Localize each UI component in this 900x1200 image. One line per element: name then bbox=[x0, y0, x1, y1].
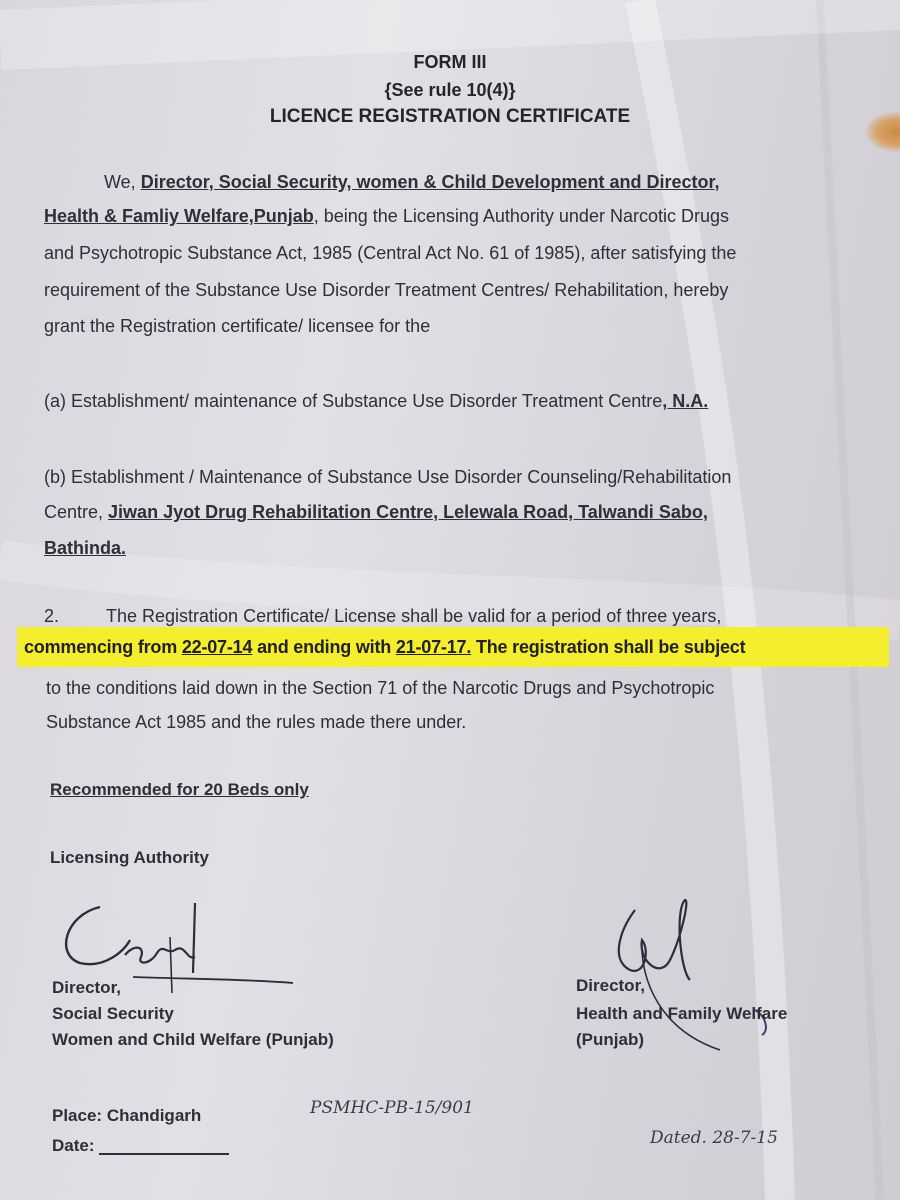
place-row: Place: Chandigarh bbox=[52, 1106, 202, 1125]
right-signatory-state: (Punjab) bbox=[576, 1030, 644, 1049]
licensing-authority-label: Licensing Authority bbox=[50, 848, 209, 867]
recommendation: Recommended for 20 Beds only bbox=[50, 780, 309, 799]
left-signatory-dept: Social Security bbox=[52, 1004, 174, 1023]
item-b-line1: (b) Establishment / Maintenance of Substance Use Disorder Counseling/Rehabilitation bbox=[44, 467, 732, 487]
validity-highlighted-line: commencing from 22-07-14 and ending with 21-07-17. The registration shall be subject bbox=[24, 637, 746, 657]
right-signatory-dept: Health and Family Welfare bbox=[576, 1004, 788, 1023]
validity-line3: to the conditions laid down in the Section 71 of the Narcotic Drugs and Psychotropic bbox=[46, 678, 715, 698]
certificate-title: LICENCE REGISTRATION CERTIFICATE bbox=[269, 106, 631, 127]
right-signatory-title: Director, bbox=[576, 976, 645, 995]
handwritten-dated: Dated. 28-7-15 bbox=[650, 1128, 778, 1148]
item-a: (a) Establishment/ maintenance of Substance Use Disorder Treatment Centre, N.A. bbox=[44, 391, 709, 411]
intro-line2: Health & Famliy Welfare,Punjab, being the Licensing Authority under Narcotic Drugs bbox=[44, 206, 729, 226]
place-value: Chandigarh bbox=[106, 1106, 202, 1125]
item-b-line2: Centre, Jiwan Jyot Drug Rehabilitation Centre, Lelewala Road, Talwandi Sabo, bbox=[44, 502, 708, 522]
centre-name: Jiwan Jyot Drug Rehabilitation Centre, Lelewala Road, Talwandi Sabo, bbox=[108, 502, 708, 522]
form-number: FORM III bbox=[413, 52, 487, 72]
end-date: 21-07-17. bbox=[395, 637, 472, 657]
handwritten-reference: PSMHC-PB-15/901 bbox=[310, 1098, 474, 1118]
centre-city: Bathinda. bbox=[44, 538, 127, 558]
item-a-value: , N.A. bbox=[662, 391, 709, 411]
item-b-line3 bbox=[44, 538, 126, 559]
intro-line4: requirement of the Substance Use Disorder Treatment Centres/ Rehabilitation, hereby bbox=[44, 280, 729, 300]
validity-number: 2. bbox=[44, 606, 60, 626]
left-signatory-state: Women and Child Welfare (Punjab) bbox=[52, 1030, 334, 1049]
authority-names: Director, Social Security, women & Child Development and Director, bbox=[140, 172, 720, 192]
authority-state: Health & Famliy Welfare,Punjab bbox=[44, 206, 314, 226]
date-blank-line bbox=[99, 1153, 229, 1155]
validity-line4: Substance Act 1985 and the rules made there under. bbox=[46, 712, 467, 732]
validity-line1: The Registration Certificate/ License shall be valid for a period of three years, bbox=[106, 606, 722, 626]
date-row: Date: bbox=[52, 1136, 229, 1156]
rule-reference: {See rule 10(4)} bbox=[384, 80, 516, 100]
intro-line3: and Psychotropic Substance Act, 1985 (Central Act No. 61 of 1985), after satisfying the bbox=[44, 243, 737, 263]
intro-line1: We, Director, Social Security, women & Child Development and Director, bbox=[104, 172, 720, 192]
intro-line5: grant the Registration certificate/ licensee for the bbox=[44, 316, 431, 336]
start-date: 22-07-14 bbox=[181, 637, 253, 657]
left-signatory-title: Director, bbox=[52, 978, 121, 997]
